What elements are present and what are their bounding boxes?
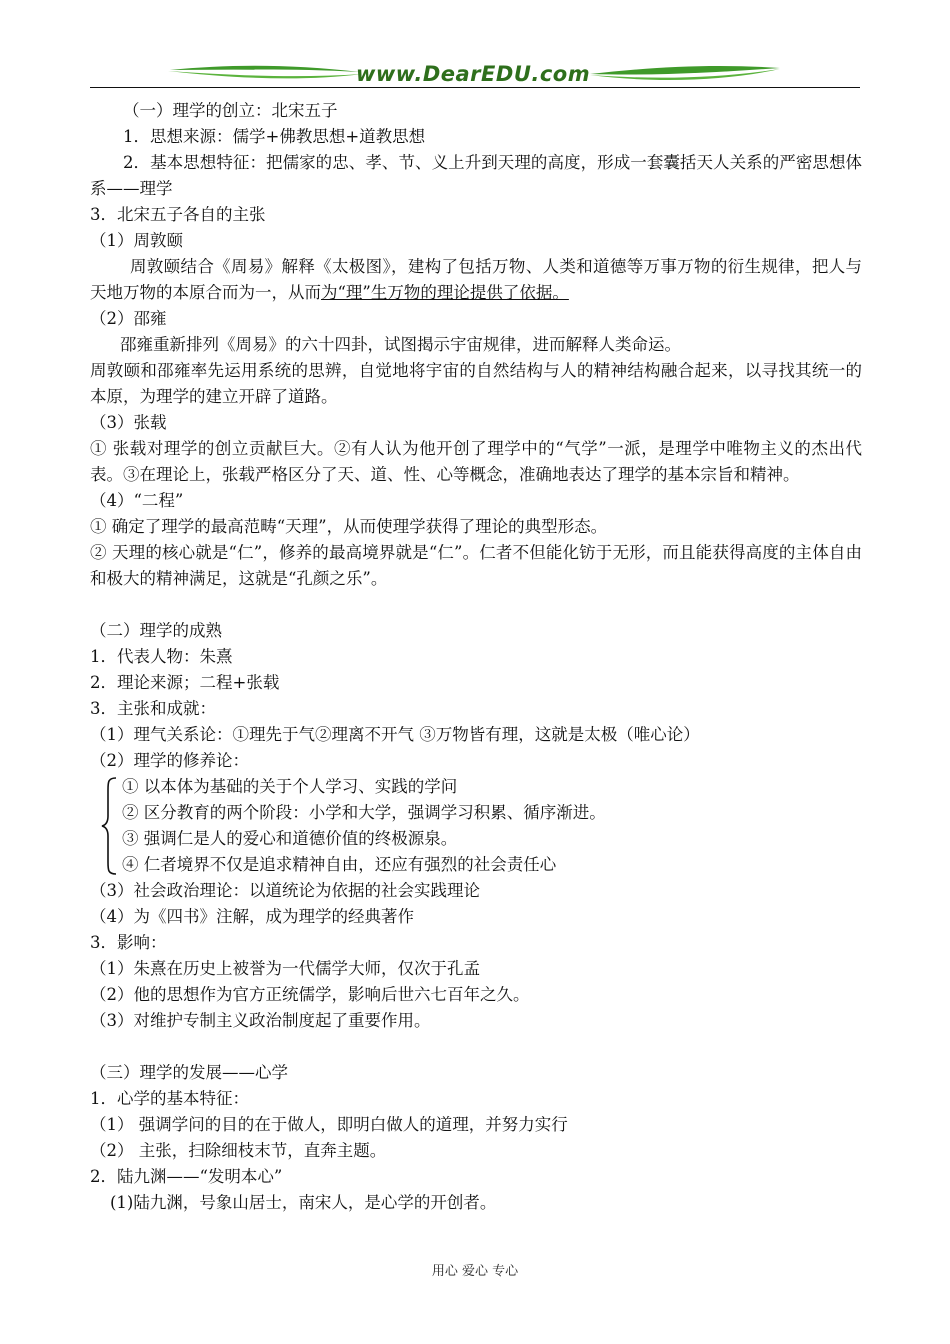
influence-1: （1）朱熹在历史上被誉为一代儒学大师，仅次于孔孟: [90, 959, 480, 978]
s3-feature-1: （1） 强调学问的目的在于做人，即明白做人的道理，并努力实行: [90, 1115, 568, 1134]
cheng-point-1: ① 确定了理学的最高范畴“天理”，从而使理学获得了理论的典型形态。: [90, 517, 608, 536]
cheng-title: （4）“二程”: [90, 491, 184, 510]
s2-point-1: （1）理气关系论：①理先于气②理离不开气 ③万物皆有理，这就是太极（唯心论）: [90, 725, 700, 744]
s2-line-4: 3．影响：: [90, 933, 167, 952]
s3-feature-2: （2） 主张，扫除细枝末节，直奔主题。: [90, 1141, 387, 1160]
spacer: [90, 592, 862, 618]
s1-line-1: 1．思想来源：儒学+佛教思想+道教思想: [123, 127, 426, 146]
s2-line-3: 3．主张和成就：: [90, 699, 216, 718]
section-1-title: （一）理学的创立：北宋五子: [123, 101, 338, 120]
s2-line-1: 1．代表人物：朱熹: [90, 647, 233, 666]
s1-line-3: 3．北宋五子各自的主张: [90, 205, 266, 224]
page-footer: 用心 爱心 专心: [431, 1264, 519, 1279]
cultivation-item-1: ① 以本体为基础的关于个人学习、实践的学问: [122, 777, 458, 796]
site-url[interactable]: www.DearEDU.com: [356, 62, 591, 86]
s2-point-2: （2）理学的修养论：: [90, 751, 249, 770]
cheng-point-2: ② 天理的核心就是“仁”，修养的最高境界就是“仁”。仁者不但能化钫于无形，而且能获得高度的主体自由和极大的精神满足，这就是“孔颜之乐”。: [90, 543, 862, 588]
influence-2: （2）他的思想作为官方正统儒学，影响后世六七百年之久。: [90, 985, 530, 1004]
s3-line-2: 2．陆九渊——“发明本心”: [90, 1167, 283, 1186]
s3-line-1: 1．心学的基本特征：: [90, 1089, 249, 1108]
zhou-shao-summary: 周敦颐和邵雍率先运用系统的思辨，自觉地将宇宙的自然结构与人的精神结构融合起来，以寻找其统一的本原，为理学的建立开辟了道路。: [90, 361, 862, 406]
header-rule: [90, 87, 860, 88]
spacer: [90, 1034, 862, 1060]
header-banner: [90, 52, 860, 92]
shao-title: （2）邵雍: [90, 309, 167, 328]
zhou-text: 周敦颐结合《周易》解释《太极图》，建构了包括万物、人类和道德等万事万物的衍生规律，把人与天地万物的本原合而为一，从而: [90, 257, 862, 302]
zhou-paragraph: [90, 254, 862, 306]
cultivation-item-4: ④ 仁者境界不仅是追求精神自由，还应有强烈的社会责任心: [122, 855, 557, 874]
zhang-text: ① 张载对理学的创立贡献巨大。②有人认为他开创了理学中的“气学”一派，是理学中唯物主义的杰出代表。③在理论上，张载严格区分了天、道、性、心等概念，准确地表达了理学的基本宗旨和精神。: [90, 439, 862, 484]
cultivation-list: [90, 774, 862, 878]
section-2-title: （二）理学的成熟: [90, 621, 222, 640]
s2-point-4: （4）为《四书》注解，成为理学的经典著作: [90, 907, 414, 926]
section-3-title: （三）理学的发展——心学: [90, 1063, 288, 1082]
zhou-underlined-text: 为“理”生万物的理论提供了依据。: [321, 283, 569, 302]
curly-brace-graphic: [100, 776, 118, 876]
zhou-title: （1）周敦颐: [90, 231, 183, 250]
shao-text: 邵雍重新排列《周易》的六十四卦，试图揭示宇宙规律，进而解释人类命运。: [120, 335, 681, 354]
cultivation-item-2: ② 区分教育的两个阶段：小学和大学，强调学习积累、循序渐进。: [122, 803, 606, 822]
cultivation-item-3: ③ 强调仁是人的爱心和道德价值的终极源泉。: [122, 829, 458, 848]
s2-line-2: 2．理论来源；二程+张载: [90, 673, 280, 692]
s2-point-3: （3）社会政治理论：以道统论为依据的社会实践理论: [90, 881, 480, 900]
document-body: [90, 98, 862, 1216]
lu-point-1: (1)陆九渊，号象山居士，南宋人，是心学的开创者。: [110, 1193, 497, 1212]
s1-line-2: 2．基本思想特征：把儒家的忠、孝、节、义上升到天理的高度，形成一套囊括天人关系的严密思想体系——理学: [90, 153, 862, 198]
influence-3: （3）对维护专制主义政治制度起了重要作用。: [90, 1011, 431, 1030]
zhang-title: （3）张载: [90, 413, 167, 432]
